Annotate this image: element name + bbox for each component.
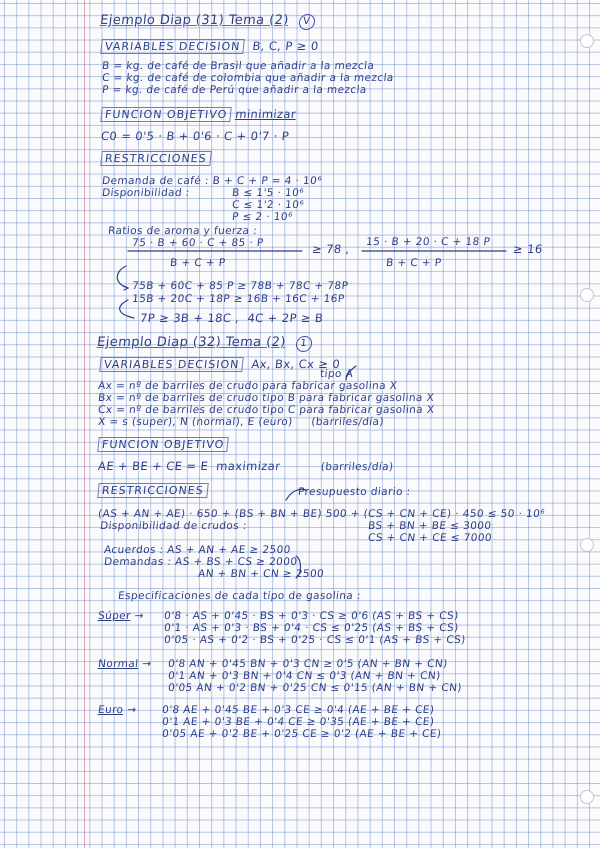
normal-spec-2: 0'1 AN + 0'3 BN + 0'4 CN ≤ 0'3 (AN + BN + CN) [167, 670, 442, 682]
definition-bx: Bx = nº de barriles de crudo tipo B para fabricar gasolina X [97, 392, 435, 404]
euro-spec-1: 0'8 AE + 0'45 BE + 0'3 CE ≥ 0'4 (AE + BE + CE) [161, 704, 435, 716]
super-label: Súper → [97, 610, 145, 622]
brace-icon [296, 556, 301, 578]
constraint-budget: (AS + AN + AE) · 650 + (BS + BN + BE) 500 + (CS + CN + CE) · 450 ≤ 50 · 10⁶ [97, 508, 546, 520]
normal-spec-1: 0'8 AN + 0'45 BN + 0'3 CN ≥ 0'5 (AN + BN + CN) [167, 658, 449, 670]
normal-label: Normal → [97, 658, 153, 670]
budget-label: Presupuesto diario : [297, 486, 412, 498]
simplified-ratios: 7P ≥ 3B + 18C , 4C + 2P ≥ B [139, 311, 325, 325]
constraint-demands: Demandas : AS + BS + CS ≥ 2000 [103, 556, 299, 568]
objective-header: FUNCION OBJETIVO [100, 107, 232, 122]
constraint-demand: Demanda de café : B + C + P = 4 · 10⁶ [101, 175, 323, 187]
availability-b: BS + BN + BE ≤ 3000 [367, 520, 493, 532]
definition-x: X = s (super), N (normal), E (euro) (barriles/día) [97, 416, 385, 428]
arrow-icon [286, 489, 306, 500]
availability-label: Disponibilidad de crudos : [99, 520, 248, 532]
euro-spec-3: 0'05 AE + 0'2 BE + 0'25 CE ≥ 0'2 (AE + BE + CE) [161, 728, 442, 740]
section-badge: 1 [295, 336, 313, 352]
constraint-agreements: Acuerdos : AS + AN + AE ≥ 2500 [103, 544, 292, 556]
arrow-icon [124, 286, 128, 290]
ratio2-denominator: B + C + P [385, 257, 443, 269]
arrow-icon [117, 266, 128, 288]
arrow-icon [120, 300, 134, 318]
super-spec-2: 0'1 · AS + 0'3 · BS + 0'4 · CS ≤ 0'25 (AS + BS + CS) [163, 622, 460, 634]
variable-def-p: P = kg. de café de Perú que añadir a la mezcla [101, 84, 368, 96]
type-a-note: tipo A [319, 368, 354, 380]
ratios-label: Ratios de aroma y fuerza : [107, 225, 258, 237]
variables-header: VARIABLES DECISION [100, 39, 245, 54]
variables-list: Ax, Bx, Cx ≥ 0 [250, 357, 341, 371]
definition-cx: Cx = nº de barriles de crudo tipo C para fabricar gasolina X [97, 404, 436, 416]
super-spec-1: 0'8 · AS + 0'45 · BS + 0'3 · CS ≥ 0'6 (AS + BS + CS) [163, 610, 460, 622]
constraints-header: RESTRICCIONES [100, 151, 211, 166]
euro-label: Euro → [97, 704, 138, 716]
objective-header: FUNCION OBJETIVO [97, 437, 229, 452]
constraints-header: RESTRICCIONES [97, 483, 208, 498]
variable-def-b: B = kg. de café de Brasil que añadir a la mezcla [101, 60, 375, 72]
variables-list: B, C, P ≥ 0 [251, 39, 320, 53]
section-title: Ejemplo Diap (31) Tema (2) V [99, 14, 315, 30]
ratio1-rhs: ≥ 78 , [311, 242, 351, 256]
definition-ax: Ax = nº de barriles de crudo para fabricar gasolina X [97, 380, 398, 392]
euro-spec-2: 0'1 AE + 0'3 BE + 0'4 CE ≥ 0'35 (AE + BE + CE) [161, 716, 435, 728]
expanded-ratio1: 75B + 60C + 85 P ≥ 78B + 78C + 78P [131, 280, 349, 292]
section-title: Ejemplo Diap (32) Tema (2) 1 [96, 336, 312, 352]
ratio1-numerator: 75 · B + 60 · C + 85 · P [131, 237, 265, 249]
variables-header: VARIABLES DECISION [99, 357, 244, 372]
availability-p: P ≤ 2 · 10⁶ [231, 211, 294, 223]
objective-goal: minimizar [234, 107, 297, 121]
variable-def-c: C = kg. de café de colombia que añadir a la mezcla [101, 72, 395, 84]
specifications-label: Especificaciones de cada tipo de gasolina : [117, 590, 362, 602]
objective-expression: C0 = 0'5 · B + 0'6 · C + 0'7 · P [100, 129, 290, 143]
availability-c: CS + CN + CE ≤ 7000 [367, 532, 493, 544]
super-spec-3: 0'05 · AS + 0'2 · BS + 0'25 · CS ≤ 0'1 (AS + BS + CS) [163, 634, 467, 646]
availability-b: B ≤ 1'5 · 10⁶ [231, 187, 305, 199]
ratio2-rhs: ≥ 16 [512, 242, 544, 256]
ratio1-denominator: B + C + P [169, 257, 227, 269]
objective-expression: AE + BE + CE = E maximizar (barriles/día) [97, 459, 395, 473]
section-badge: V [298, 14, 316, 30]
availability-c: C ≤ 1'2 · 10⁶ [231, 199, 305, 211]
expanded-ratio2: 15B + 20C + 18P ≥ 16B + 16C + 16P [131, 293, 346, 305]
normal-spec-3: 0'05 AN + 0'2 BN + 0'25 CN ≤ 0'15 (AN + BN + CN) [167, 682, 463, 694]
arrow-icon [346, 366, 356, 380]
ratio2-numerator: 15 · B + 20 · C + 18 P [365, 236, 491, 248]
availability-label: Disponibilidad : [101, 187, 191, 199]
constraint-demands-2: AN + BN + CN ≥ 2500 [197, 568, 325, 580]
